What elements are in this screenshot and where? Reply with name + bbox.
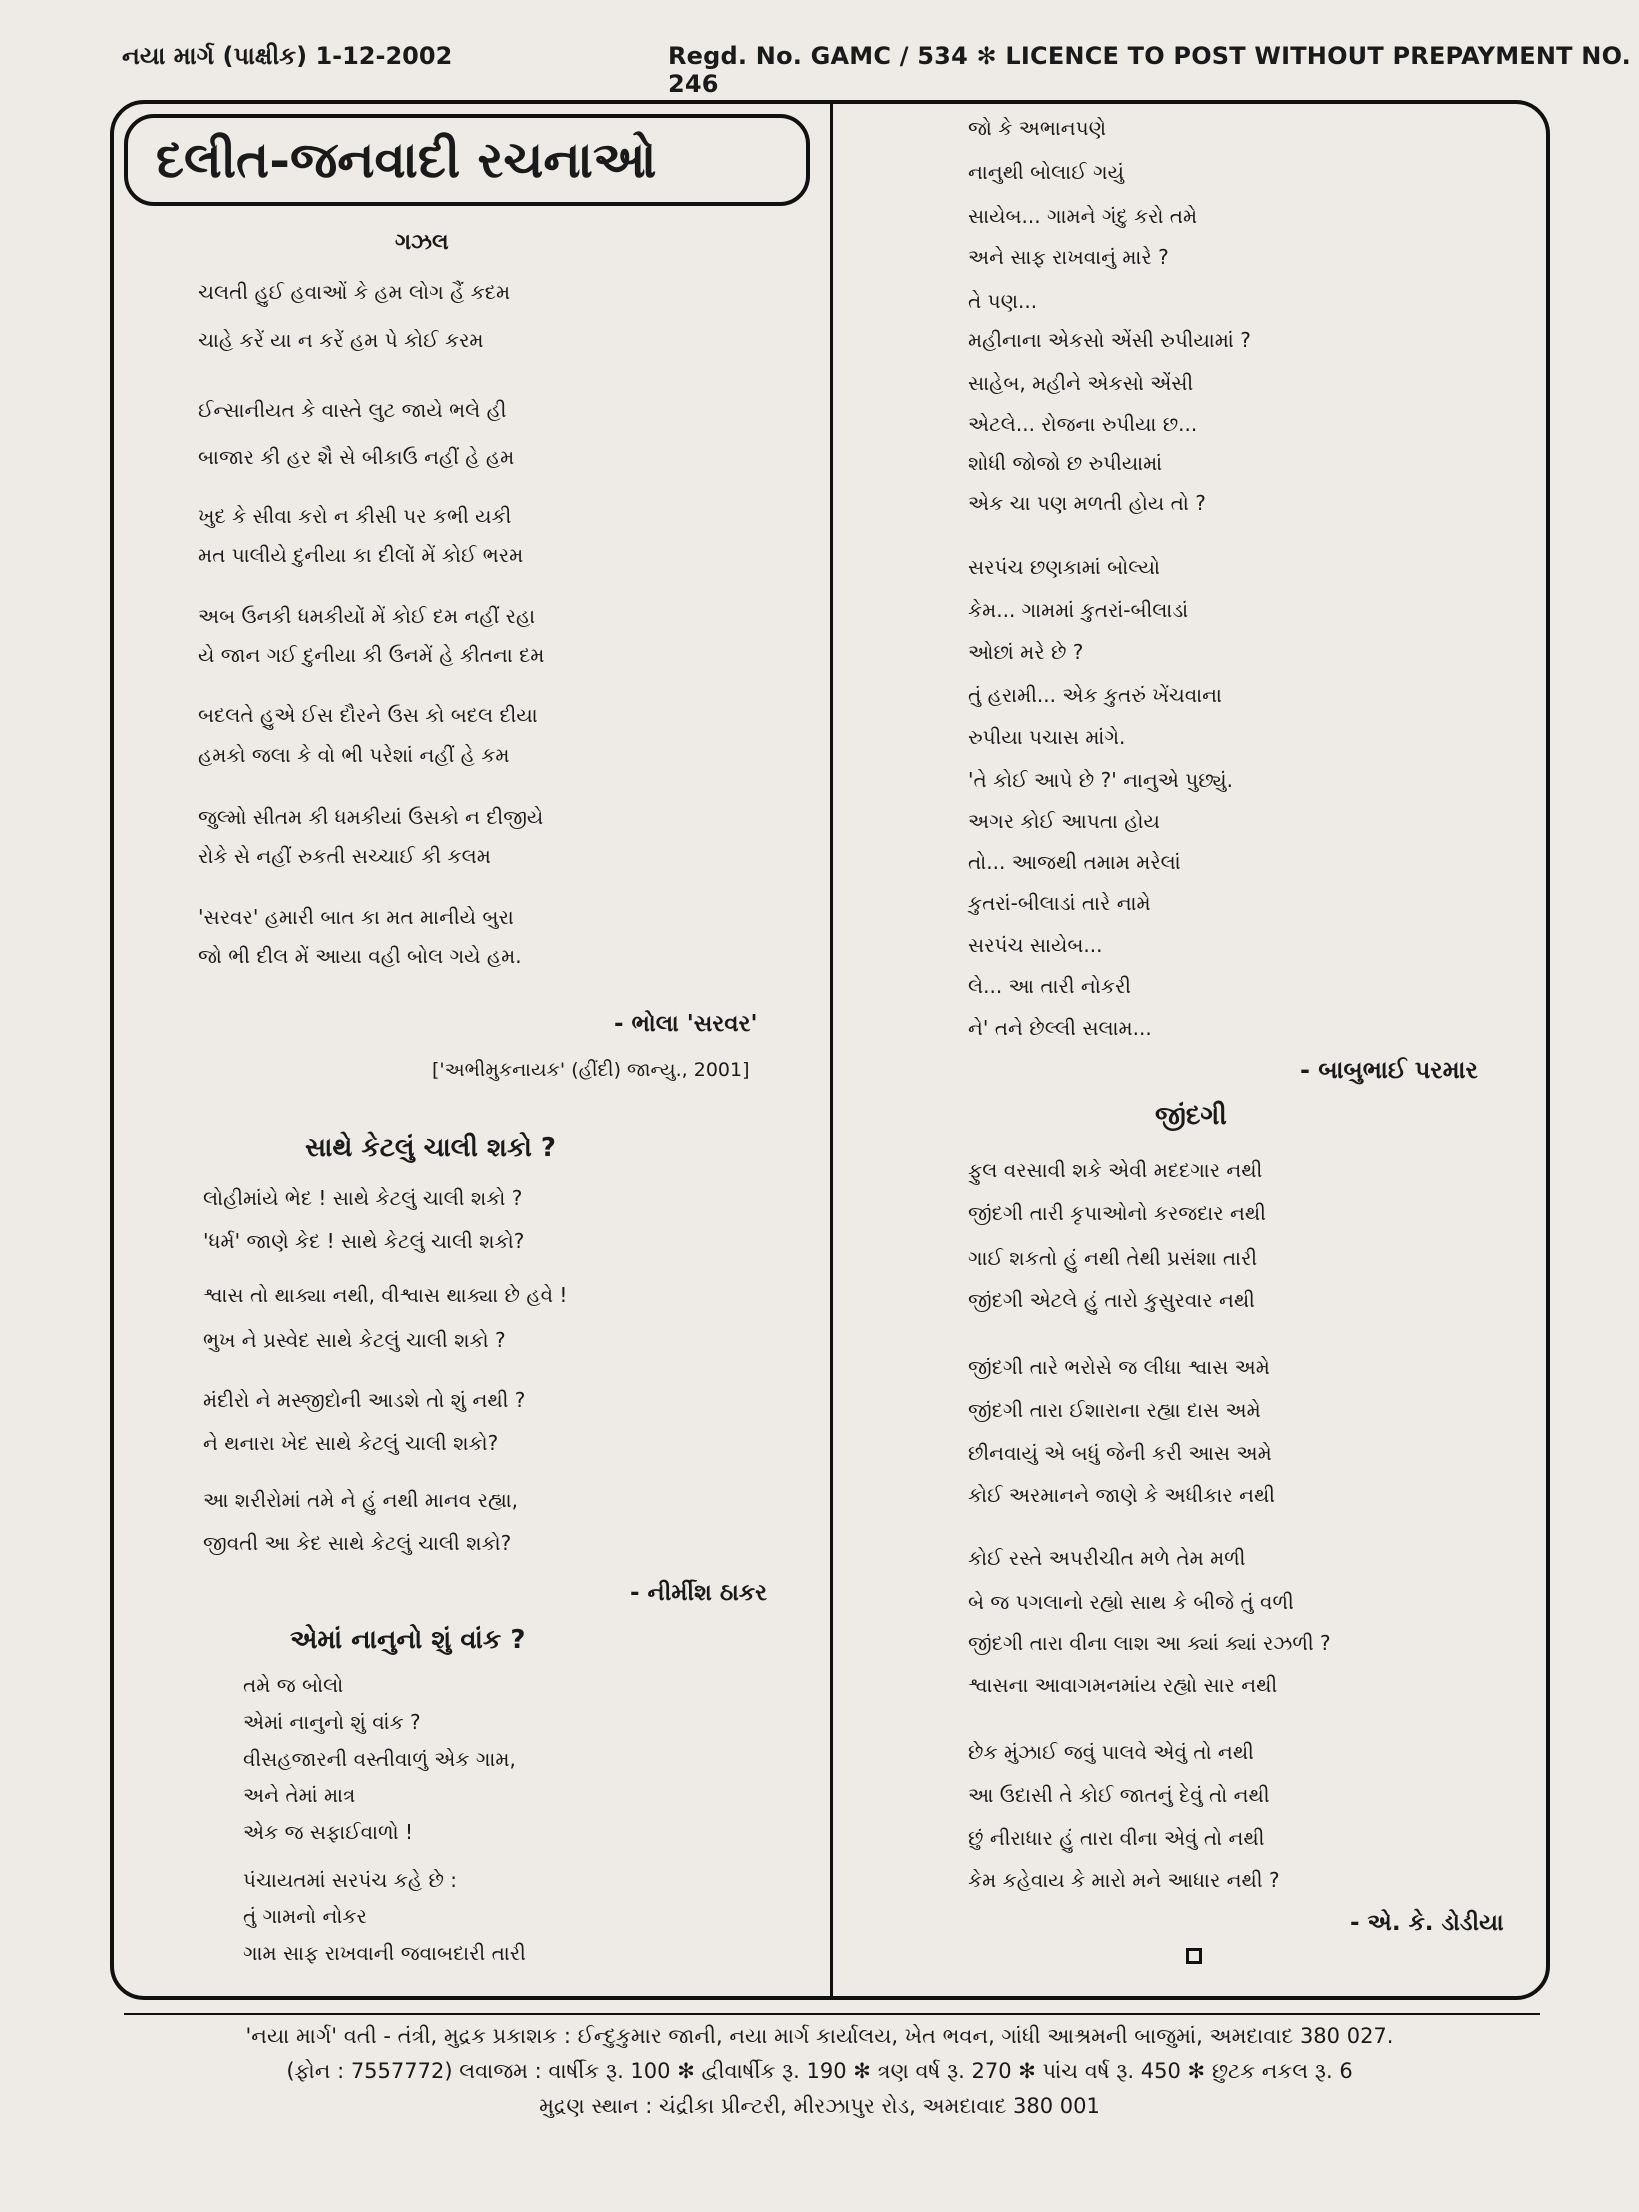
gazal-heading: ગઝલ — [395, 230, 449, 255]
poem3-line: વીસહજારની વસ્તીવાળું એક ગામ, — [243, 1747, 516, 1771]
gazal-line: અબ ઉનકી ધમકીયોં મેં કોઈ દમ નહીં રહા — [198, 604, 536, 628]
gazal-line: મત પાલીયે દુનીયા કા દીલોં મેં કોઈ ભરમ — [198, 543, 524, 567]
poem4-line: ફુલ વરસાવી શકે એવી મદદગાર નથી — [968, 1158, 1263, 1182]
poem3-cont-line: રુપીયા પચાસ માંગે. — [968, 725, 1126, 749]
poem4-line: જીંદગી તારા વીના લાશ આ ક્યાં ક્યાં રઝળી ? — [968, 1631, 1331, 1655]
poem3-cont-line: ઓછાં મરે છે ? — [968, 640, 1084, 664]
gazal-line: જો ભી દીલ મેં આયા વહી બોલ ગયે હમ. — [198, 944, 522, 968]
poem4-line: બે જ પગલાનો રહ્યો સાથ કે બીજે તું વળી — [968, 1590, 1294, 1614]
gazal-line: યે જાન ગઈ દુનીયા કી ઉનમેં હે કીતના દમ — [198, 643, 545, 667]
poem3-line: ગામ સાફ રાખવાની જવાબદારી તારી — [243, 1941, 526, 1965]
poem4-title: જીંદગી — [1155, 1101, 1227, 1131]
poem3-cont-line: નાનુથી બોલાઈ ગયું — [968, 160, 1124, 184]
poem4-line: ગાઈ શકતો હું નથી તેથી પ્રસંશા તારી — [968, 1246, 1258, 1270]
poem3-cont-line: સાયેબ... ગામને ગંદુ કરો તમે — [968, 204, 1198, 228]
poem2-line: શ્વાસ તો થાક્યા નથી, વીશ્વાસ થાક્યા છે હવે ! — [203, 1283, 568, 1307]
poem2-line: લોહીમાંયે ભેદ ! સાથે કેટલું ચાલી શકો ? — [203, 1186, 523, 1210]
poem3-line: તું ગામનો નોકર — [243, 1904, 367, 1928]
footer-subscription-line: (ફોન : 7557772) લવાજમ : વાર્ષીક રૂ. 100 ✻ દ્વીવાર્ષીક રૂ. 190 ✻ ત્રણ વર્ષ રૂ. 270 ✻ પાંચ વર્ષ રૂ. 450 ✻ છુટક નકલ રૂ. 6 — [286, 2059, 1353, 2083]
poem4-line: જીંદગી તારી કૃપાઓનો કરજદાર નથી — [968, 1201, 1266, 1225]
poem4-line: શ્વાસના આવાગમનમાંય રહ્યો સાર નથી — [968, 1673, 1278, 1697]
footer-rule — [124, 2013, 1540, 2015]
poem4-line: કોઈ રસ્તે અપરીચીત મળે તેમ મળી — [968, 1546, 1246, 1570]
poem2-title: સાથે કેટલું ચાલી શકો ? — [305, 1133, 556, 1163]
poem3-cont-line: જો કે અભાનપણે — [968, 116, 1107, 140]
masthead-date: નયા માર્ગ (પાક્ષીક) 1-12-2002 — [122, 42, 453, 70]
gazal-source: ['અભીમુકનાયક' (હીંદી) જાન્યુ., 2001] — [432, 1059, 750, 1081]
poem3-cont-line: એટલે... રોજના રુપીયા છ... — [968, 412, 1198, 436]
poem3-line: તમે જ બોલો — [243, 1673, 344, 1697]
poem3-cont-line: સરપંચ સાયેબ... — [968, 933, 1103, 957]
poem4-line: છીનવાયું એ બધું જેની કરી આસ અમે — [968, 1441, 1272, 1465]
gazal-line: જુલ્મો સીતમ કી ધમકીયાં ઉસકો ન દીજીયે — [198, 805, 544, 829]
column-divider — [830, 104, 833, 1996]
poem4-line: આ ઉદાસી તે કોઈ જાતનું દેવું તો નથી — [968, 1783, 1270, 1807]
gazal-line: રોકે સે નહીં રુકતી સચ્ચાઈ કી કલમ — [198, 844, 491, 868]
poem2-line: મંદીરો ને મસ્જીદોની આડશે તો શું નથી ? — [203, 1388, 526, 1412]
poem3-cont-line: ને' તને છેલ્લી સલામ... — [968, 1016, 1152, 1040]
poem3-cont-line: તે પણ... — [968, 289, 1038, 313]
poem4-line: જીંદગી એટલે હું તારો કુસુરવાર નથી — [968, 1288, 1255, 1312]
poem3-cont-line: 'તે કોઈ આપે છે ?' નાનુએ પુછ્યું. — [968, 768, 1233, 792]
poem2-author: - નીર્મીશ ઠાકર — [630, 1580, 767, 1606]
poem3-cont-line: અગર કોઈ આપતા હોય — [968, 809, 1160, 833]
poem3-line: પંચાયતમાં સરપંચ કહે છે : — [243, 1868, 458, 1892]
poem3-cont-line: તું હરામી... એક કુતરું ખેંચવાના — [968, 683, 1222, 707]
gazal-line: ચલતી હુઈ હવાઓં કે હમ લોગ હૈં કદમ — [198, 280, 511, 304]
poem3-cont-line: શોધી જોજો છ રુપીયામાં — [968, 451, 1163, 475]
poem2-line: 'ધર્મ' જાણે કેદ ! સાથે કેટલું ચાલી શકો? — [203, 1229, 525, 1253]
gazal-line: 'સરવર' હમારી બાત કા મત માનીયે બુરા — [198, 905, 514, 929]
gazal-line: બદલતે હુએ ઈસ દૌરને ઉસ કો બદલ દીયા — [198, 703, 538, 727]
poem3-author: - બાબુભાઈ પરમાર — [1300, 1056, 1478, 1084]
poem2-line: ને થનારા ખેદ સાથે કેટલું ચાલી શકો? — [203, 1431, 499, 1455]
gazal-line: ચાહે કરેં યા ન કરેં હમ પે કોઈ કરમ — [198, 328, 484, 352]
poem3-line: એમાં નાનુનો શું વાંક ? — [243, 1710, 421, 1734]
gazal-line: ઈન્સાનીયત કે વાસ્તે લુટ જાયે ભલે હી — [198, 398, 507, 422]
end-of-article-mark — [1186, 1948, 1202, 1964]
poem4-line: કોઈ અરમાનને જાણે કે અધીકાર નથી — [968, 1483, 1276, 1507]
poem4-author: - એ. કે. ડોડીયા — [1350, 1910, 1504, 1936]
poem2-line: ભુખ ને પ્રસ્વેદ સાથે કેટલું ચાલી શકો ? — [203, 1328, 506, 1352]
gazal-line: હમકો જલા કે વો ભી પરેશાં નહીં હે કમ — [198, 743, 510, 767]
gazal-line: ખુદ કે સીવા કરો ન કીસી પર કભી યકી — [198, 504, 512, 528]
poem3-line: અને તેમાં માત્ર — [243, 1783, 356, 1807]
registration-line: Regd. No. GAMC / 534 ✻ LICENCE TO POST WITHOUT PREPAYMENT NO. 246 — [668, 42, 1631, 98]
poem3-cont-line: એક ચા પણ મળતી હોય તો ? — [968, 491, 1206, 515]
poem3-cont-line: કેમ... ગામમાં કુતરાં-બીલાડાં — [968, 598, 1189, 622]
poem3-cont-line: તો... આજથી તમામ મરેલાં — [968, 850, 1181, 874]
footer-printer-line: મુદ્રણ સ્થાન : ચંદ્રીકા પ્રીન્ટરી, મીરઝાપુર રોડ, અમદાવાદ 380 001 — [539, 2094, 1100, 2118]
poem4-line: જીંદગી તારે ભરોસે જ લીધા શ્વાસ અમે — [968, 1355, 1270, 1379]
poem3-cont-line: મહીનાના એકસો એંસી રુપીયામાં ? — [968, 328, 1251, 352]
poem4-line: છેક મુંઝાઈ જવું પાલવે એવું તો નથી — [968, 1740, 1254, 1764]
page-title: દલીત-જનવાદી રચનાઓ — [124, 114, 810, 206]
poem4-line: કેમ કહેવાય કે મારો મને આધાર નથી ? — [968, 1868, 1280, 1892]
poem3-cont-line: સરપંચ છણકામાં બોલ્યો — [968, 555, 1161, 579]
footer-publisher-line: 'નયા માર્ગ' વતી - તંત્રી, મુદ્રક પ્રકાશક : ઈન્દુકુમાર જાની, નયા માર્ગ કાર્યાલય, ખેત ભવન, ગાંધી આશ્રમની બાજુમાં, અમદાવાદ 380 027. — [245, 2024, 1394, 2048]
gazal-author: - ભોલા 'સરવર' — [614, 1011, 758, 1037]
poem4-line: જીંદગી તારા ઈશારાના રહ્યા દાસ અમે — [968, 1398, 1261, 1422]
poem3-cont-line: અને સાફ રાખવાનું મારે ? — [968, 245, 1169, 269]
poem4-line: છું નીરાધાર હું તારા વીના એવું તો નથી — [968, 1826, 1265, 1850]
poem2-line: જીવતી આ કેદ સાથે કેટલું ચાલી શકો? — [203, 1531, 512, 1555]
poem3-cont-line: લે... આ તારી નોકરી — [968, 974, 1132, 998]
poem3-line: એક જ સફાઈવાળો ! — [243, 1820, 414, 1844]
poem2-line: આ શરીરોમાં તમે ને હું નથી માનવ રહ્યા, — [203, 1488, 519, 1512]
poem3-cont-line: કુતરાં-બીલાડાં તારે નામે — [968, 891, 1151, 915]
poem3-title: એમાં નાનુનો શું વાંક ? — [290, 1625, 526, 1655]
gazal-line: બાજાર કી હર શૈ સે બીકાઉ નહીં હે હમ — [198, 445, 515, 469]
poem3-cont-line: સાહેબ, મહીને એકસો એંસી — [968, 371, 1194, 395]
